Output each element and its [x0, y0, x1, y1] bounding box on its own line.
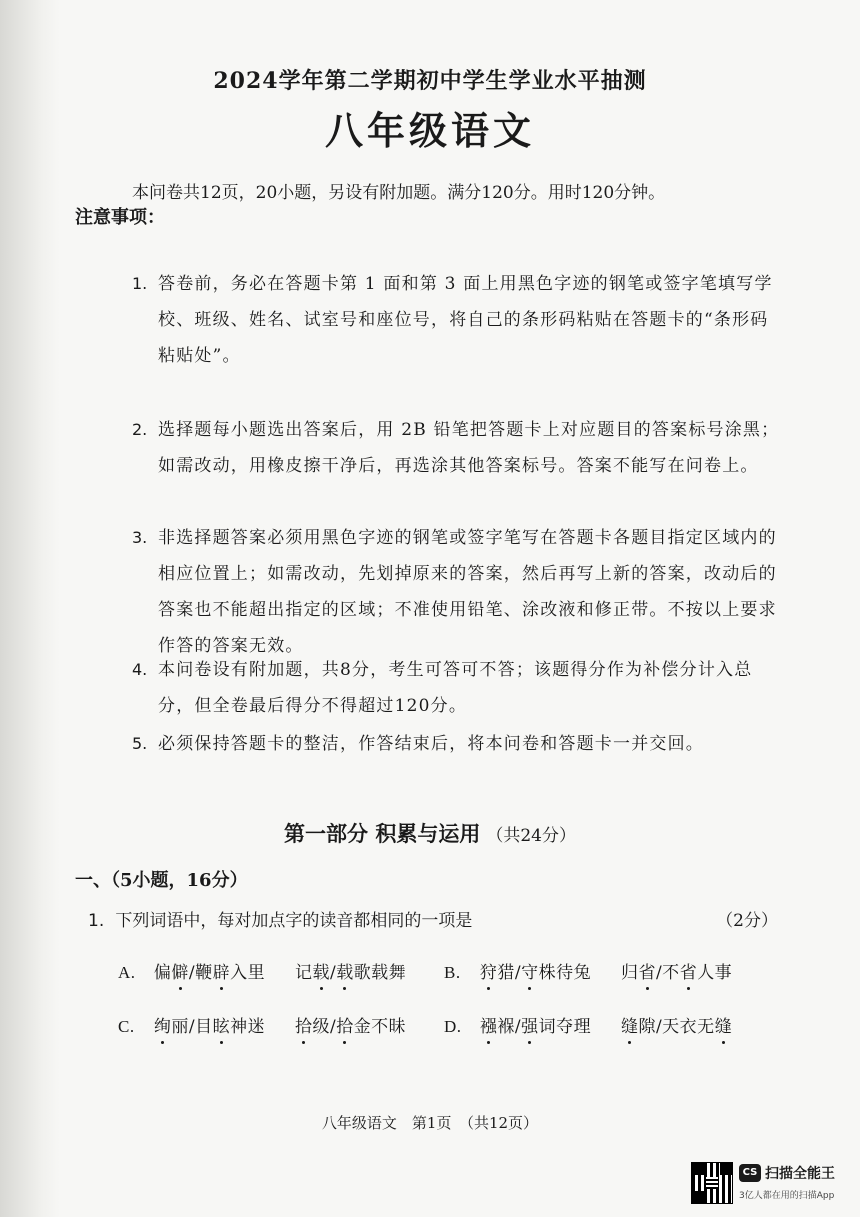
notice-item: [132, 652, 782, 724]
question-number: 1.: [88, 911, 105, 931]
scan-edge-shadow: [0, 0, 60, 1217]
option-c-pair-1: 绚丽/目眩神迷: [153, 1017, 266, 1037]
option-letter: D.: [444, 1017, 462, 1036]
subject-title: 八年级语文: [324, 108, 535, 153]
option-letter: C.: [118, 1017, 135, 1036]
notice-item-number: 3.: [132, 528, 148, 547]
option-b: [444, 958, 732, 983]
option-c: [118, 1012, 406, 1037]
scanner-tagline: 3亿人都在用的扫描App: [739, 1191, 835, 1201]
option-d-pair-1: 襁褓/强词夺理: [479, 1017, 592, 1037]
qr-code-icon: [691, 1162, 733, 1204]
notice-item: [132, 726, 782, 762]
notice-item-number: 2.: [132, 420, 148, 439]
notice-item: [132, 520, 782, 664]
exam-title: 2024学年第二学期初中学生学业水平抽测: [213, 68, 647, 94]
part-one-points: （共24分）: [486, 826, 576, 846]
option-letter: B.: [444, 963, 461, 982]
option-a-pair-2: 记载/载歌载舞: [294, 963, 407, 983]
option-b-pair-1: 狩猎/守株待兔: [479, 963, 592, 983]
option-a-pair-1: 偏僻/鞭辟入里: [153, 963, 266, 983]
option-letter: A.: [118, 963, 136, 982]
notice-item: [132, 412, 782, 484]
camscanner-logo-icon: CS: [739, 1164, 761, 1182]
question-score: （2分）: [716, 911, 778, 931]
page-footer: 八年级语文 第1页 （共12页）: [321, 1114, 539, 1132]
notice-item-number: 1.: [132, 274, 148, 293]
notice-item-text: 答卷前，务必在答题卡第 1 面和第 3 面上用黑色字迹的钢笔或签字笔填写学校、班级、姓名、试室号和座位号，将自己的条形码粘贴在答题卡的“条形码粘贴处”。: [158, 274, 773, 366]
notice-item: [132, 266, 782, 374]
part-one-title-text: 第一部分 积累与运用: [284, 822, 481, 846]
notice-item-text: 非选择题答案必须用黑色字迹的钢笔或签字笔写在答题卡各题目指定区域内的相应位置上；如需改动，先划掉原来的答案，然后再写上新的答案，改动后的答案也不能超出指定的区域；不准使用铅笔、涂改液和修正带。不按以上要求作答的答案无效。: [158, 528, 777, 656]
notice-item-text: 本问卷设有附加题，共8分，考生可答可不答；该题得分作为补偿分计入总分，但全卷最后得分不得超过120分。: [158, 660, 753, 716]
option-d-pair-2: 缝隙/天衣无缝: [620, 1017, 733, 1037]
notice-item-text: 选择题每小题选出答案后，用 2B 铅笔把答题卡上对应题目的答案标号涂黑；如需改动，用橡皮擦干净后，再选涂其他答案标号。答案不能写在问卷上。: [158, 420, 780, 476]
notice-item-number: 4.: [132, 660, 148, 679]
notice-item-text: 必须保持答题卡的整洁，作答结束后，将本问卷和答题卡一并交回。: [158, 734, 704, 754]
option-b-pair-2: 归省/不省人事: [620, 963, 733, 983]
option-c-pair-2: 拾级/拾金不昧: [294, 1017, 407, 1037]
option-d: [444, 1012, 732, 1037]
exam-info: 本问卷共12页，20小题，另设有附加题。满分120分。用时120分钟。: [132, 183, 666, 203]
part-one-title: [0, 818, 860, 848]
scanner-brand-name: 扫描全能王: [765, 1166, 835, 1182]
section-one-heading: 一、（5小题，16分）: [75, 870, 248, 891]
option-a: [118, 958, 406, 983]
notice-heading: 注意事项：: [75, 207, 165, 228]
notice-item-number: 5.: [132, 734, 148, 753]
question-text: 下列词语中，每对加点字的读音都相同的一项是: [115, 911, 473, 931]
question-1-stem: [88, 906, 778, 931]
